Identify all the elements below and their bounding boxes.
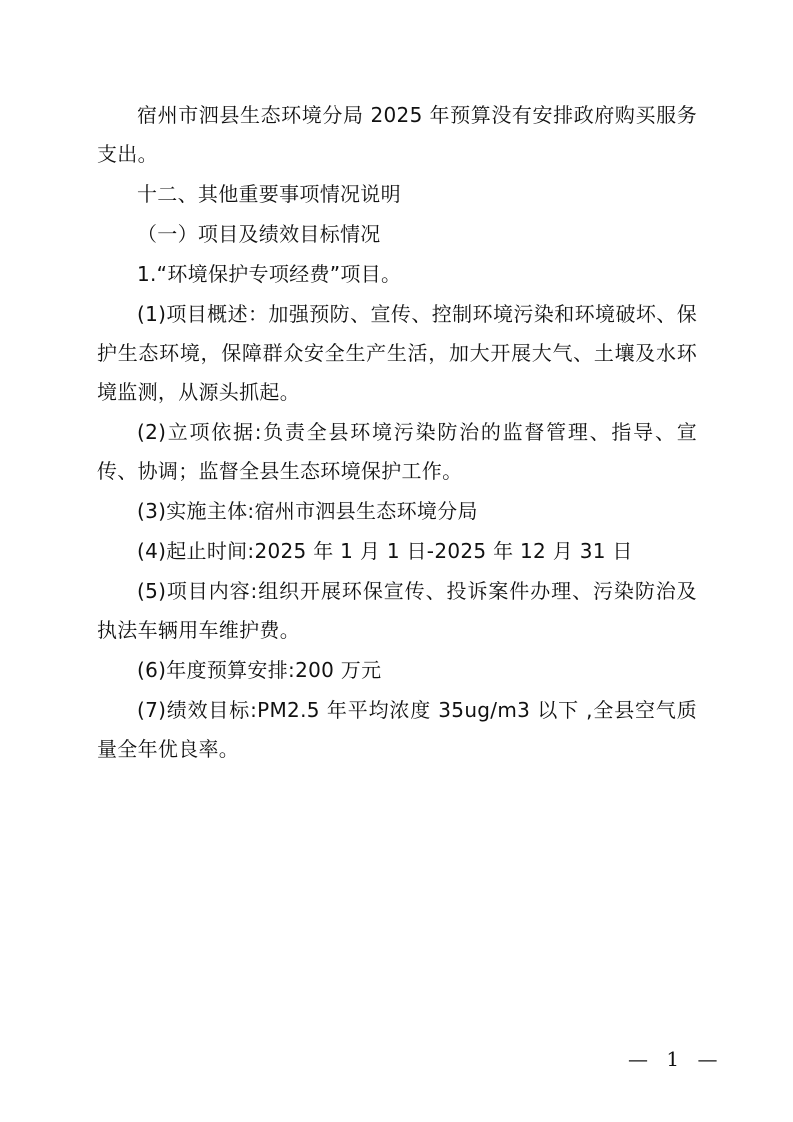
project-content: (5)项目内容:组织开展环保宣传、投诉案件办理、污染防治及执法车辆用车维护费。 [97,579,697,642]
project-overview: (1)项目概述：加强预防、宣传、控制环境污染和环境破坏、保护生态环境，保障群众安全生产生活，加大开展大气、土壤及水环境监测，从源头抓起。 [97,302,697,404]
document-body [97,96,697,769]
page-number: — 1 — [628,1047,724,1071]
project-implementer: (3)实施主体:宿州市泗县生态环境分局 [137,499,478,523]
project-basis: (2)立项依据:负责全县环境污染防治的监督管理、指导、宣传、协调；监督全县生态环境保护工作。 [97,420,697,483]
project-budget: (6)年度预算安排:200 万元 [137,658,382,682]
section-heading-other-matters: 十二、其他重要事项情况说明 [137,182,401,206]
project-period: (4)起止时间:2025 年 1 月 1 日-2025 年 12 月 31 日 [137,539,633,563]
project-title: 1.“环境保护专项经费”项目。 [137,262,402,286]
subsection-heading-projects: （一）项目及绩效目标情况 [137,222,381,246]
project-performance-target: (7)绩效目标:PM2.5 年平均浓度 35ug/m3 以下 ,全县空气质量全年优良率。 [97,698,697,761]
paragraph-procurement: 宿州市泗县生态环境分局 2025 年预算没有安排政府购买服务支出。 [97,103,697,166]
